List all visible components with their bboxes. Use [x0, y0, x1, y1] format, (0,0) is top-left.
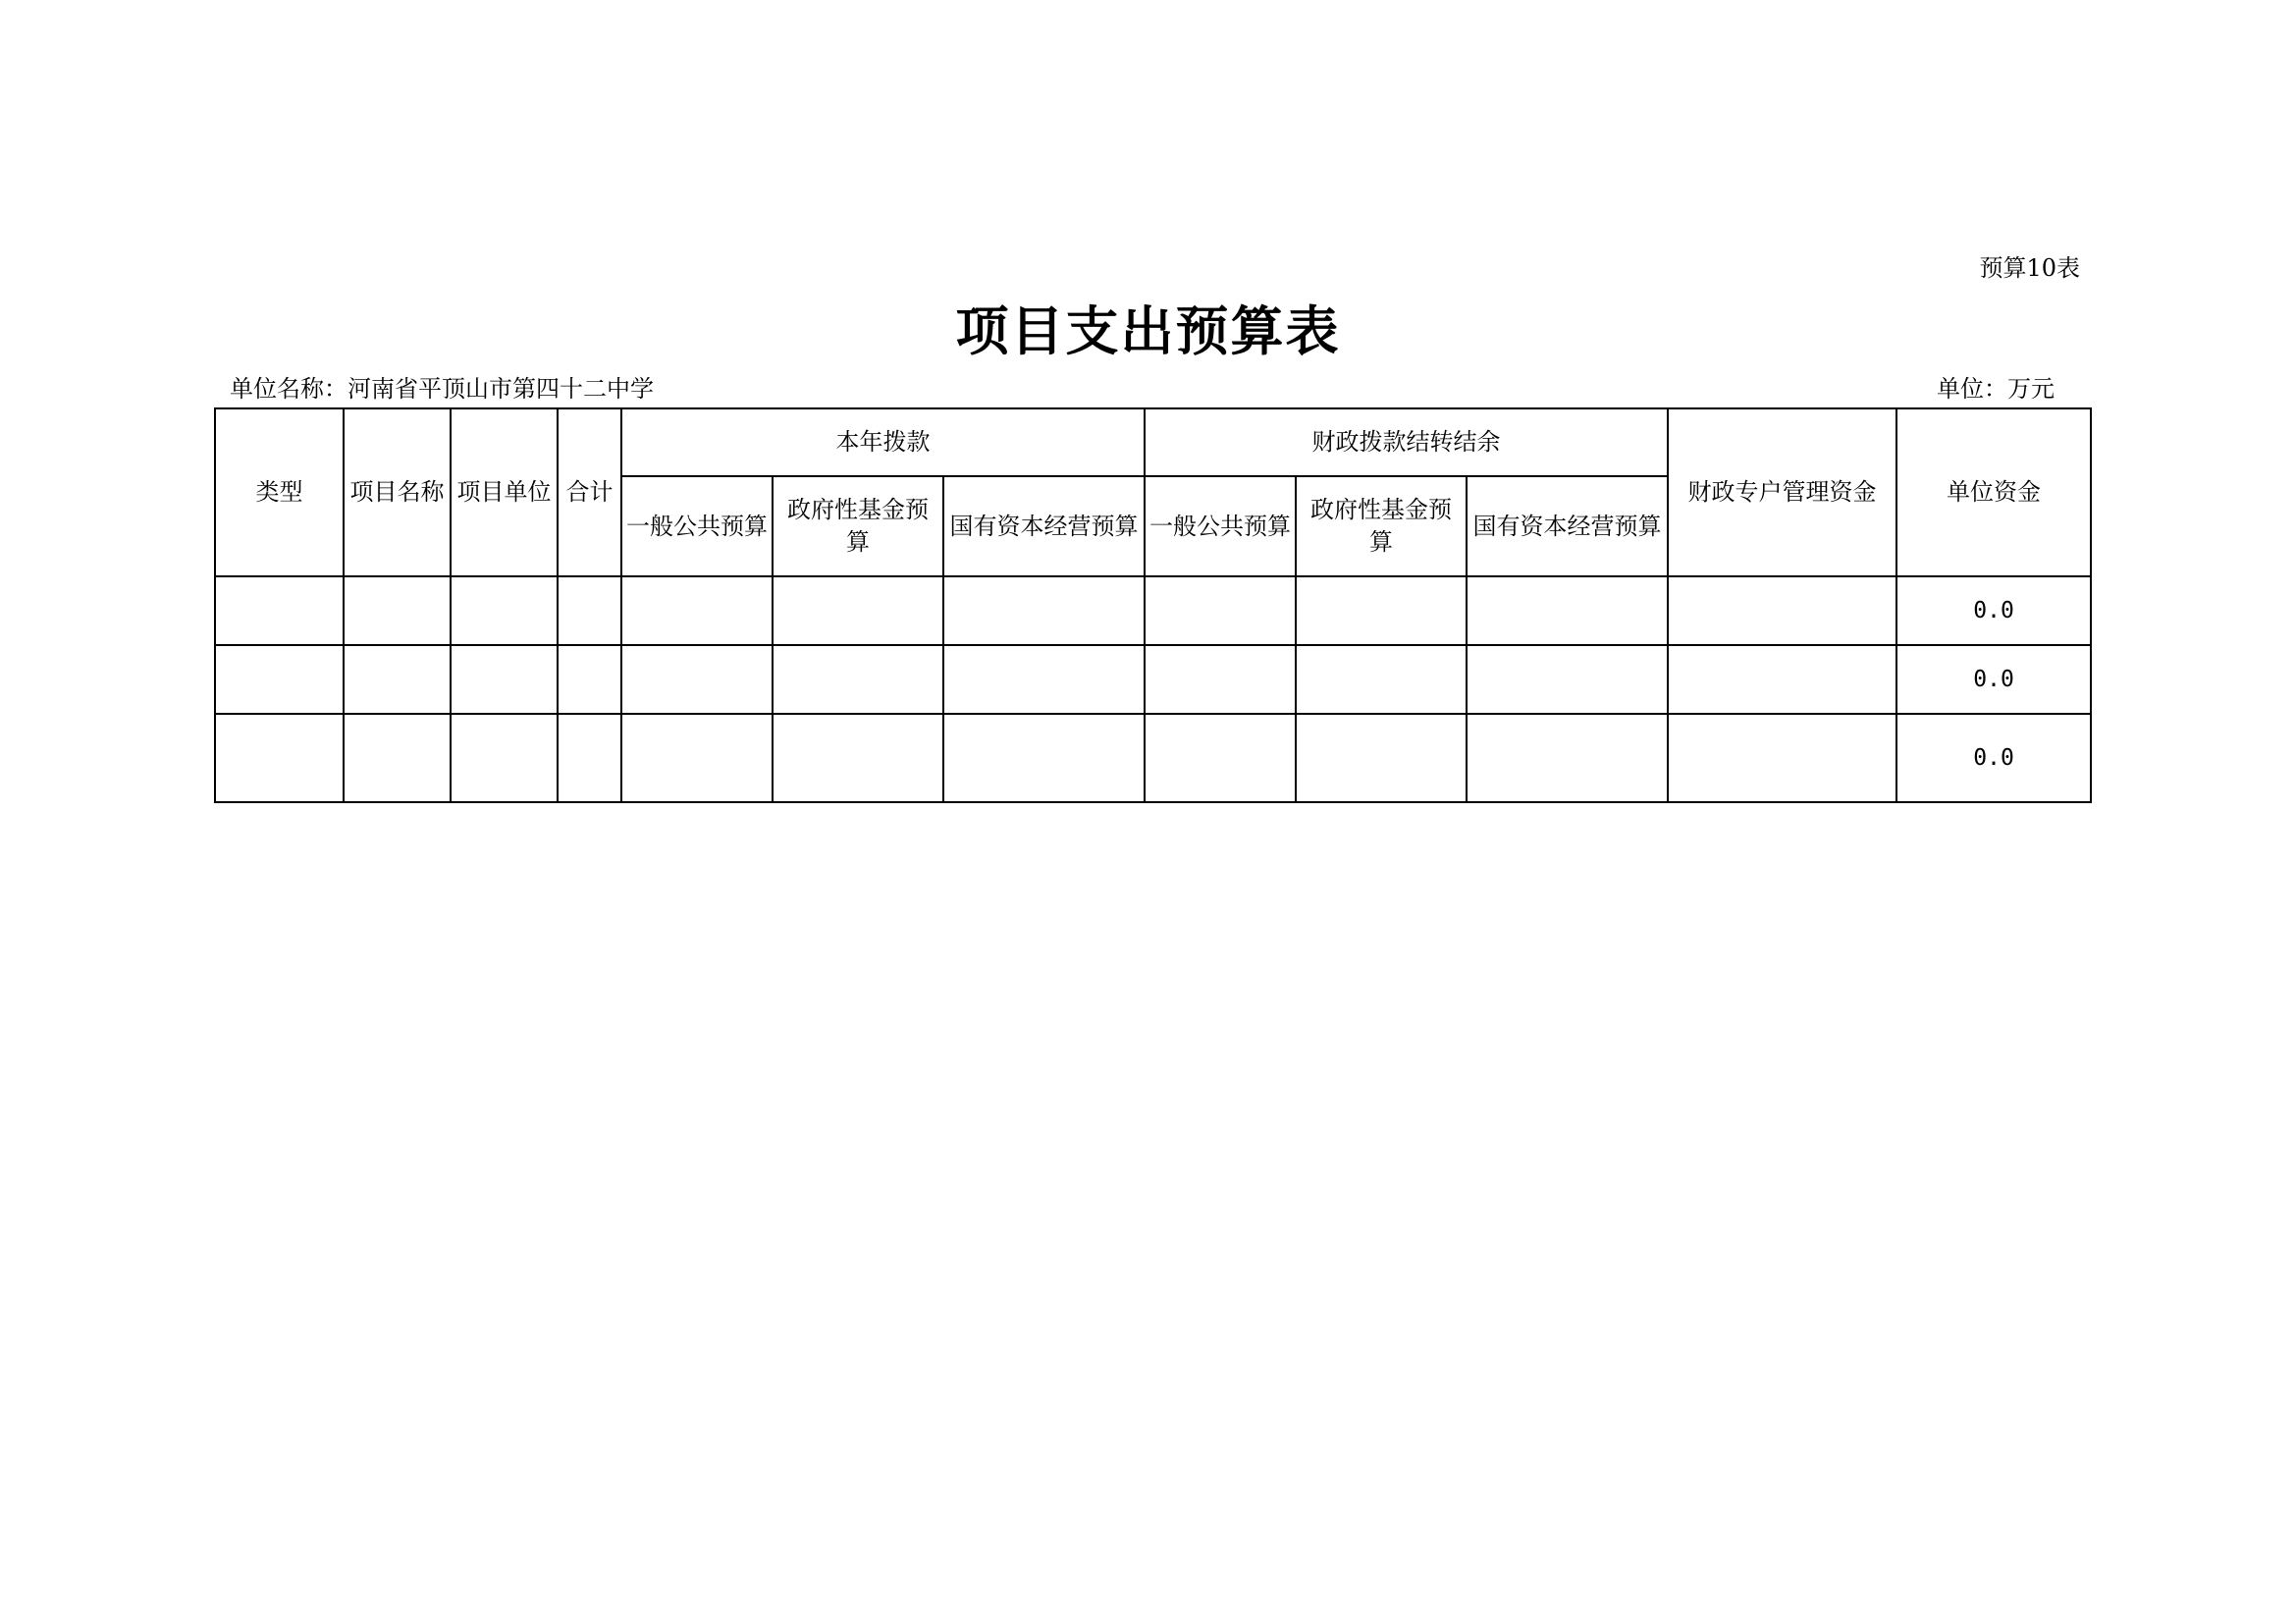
- table-header-row: [215, 408, 2091, 476]
- header-fiscal-carryover: 财政拨款结转结余: [1145, 408, 1668, 476]
- table-row: [215, 714, 2091, 802]
- form-number-label: 预算10表: [1979, 254, 2080, 282]
- table-cell: [558, 576, 621, 645]
- unit-of-measure-label: 单位：万元: [1937, 375, 2055, 403]
- table-cell: [621, 645, 773, 714]
- header-special-account-funds: 财政专户管理资金: [1668, 408, 1896, 576]
- table-cell: [1467, 714, 1668, 802]
- table-cell: [773, 576, 943, 645]
- unit-funds-cell: 0.0: [1896, 645, 2091, 714]
- table-cell: [773, 714, 943, 802]
- table-cell: [558, 714, 621, 802]
- table-cell: [344, 714, 451, 802]
- unit-name-label: 单位名称：河南省平顶山市第四十二中学: [230, 375, 654, 403]
- header-project-name: 项目名称: [344, 408, 451, 576]
- table-cell: [215, 576, 344, 645]
- table-cell: [1145, 576, 1296, 645]
- header-unit-funds: 单位资金: [1896, 408, 2091, 576]
- subheader-carryover-state-capital-budget: 国有资本经营预算: [1467, 476, 1668, 576]
- subheader-gov-fund-budget: 政府性基金预算: [773, 476, 943, 576]
- header-current-year-allocation: 本年拨款: [621, 408, 1145, 476]
- table-cell: [1296, 576, 1467, 645]
- table-cell: [1668, 714, 1896, 802]
- table-cell: [215, 645, 344, 714]
- table-cell: [1467, 576, 1668, 645]
- table-cell: [451, 576, 558, 645]
- table-cell: [344, 576, 451, 645]
- table-row: [215, 645, 2091, 714]
- table-row: [215, 576, 2091, 645]
- subheader-general-public-budget: 一般公共预算: [621, 476, 773, 576]
- table-cell: [1668, 576, 1896, 645]
- unit-funds-cell: 0.0: [1896, 576, 2091, 645]
- table-cell: [215, 714, 344, 802]
- page-title: 项目支出预算表: [955, 300, 1341, 362]
- table-cell: [943, 714, 1145, 802]
- subheader-state-capital-budget: 国有资本经营预算: [943, 476, 1145, 576]
- table-cell: [1296, 714, 1467, 802]
- table-cell: [943, 645, 1145, 714]
- table-cell: [1145, 714, 1296, 802]
- project-expenditure-budget-table: [214, 407, 2092, 803]
- table-cell: [621, 714, 773, 802]
- table-cell: [451, 645, 558, 714]
- header-total: 合计: [558, 408, 621, 576]
- subheader-carryover-gov-fund-budget: 政府性基金预算: [1296, 476, 1467, 576]
- table-cell: [1467, 645, 1668, 714]
- table-cell: [1668, 645, 1896, 714]
- table-cell: [943, 576, 1145, 645]
- table-cell: [344, 645, 451, 714]
- table-cell: [1296, 645, 1467, 714]
- header-project-unit: 项目单位: [451, 408, 558, 576]
- table-cell: [1145, 645, 1296, 714]
- table-cell: [451, 714, 558, 802]
- table-cell: [773, 645, 943, 714]
- subheader-carryover-general-public-budget: 一般公共预算: [1145, 476, 1296, 576]
- unit-funds-cell: 0.0: [1896, 714, 2091, 802]
- header-type: 类型: [215, 408, 344, 576]
- table-cell: [621, 576, 773, 645]
- table-cell: [558, 645, 621, 714]
